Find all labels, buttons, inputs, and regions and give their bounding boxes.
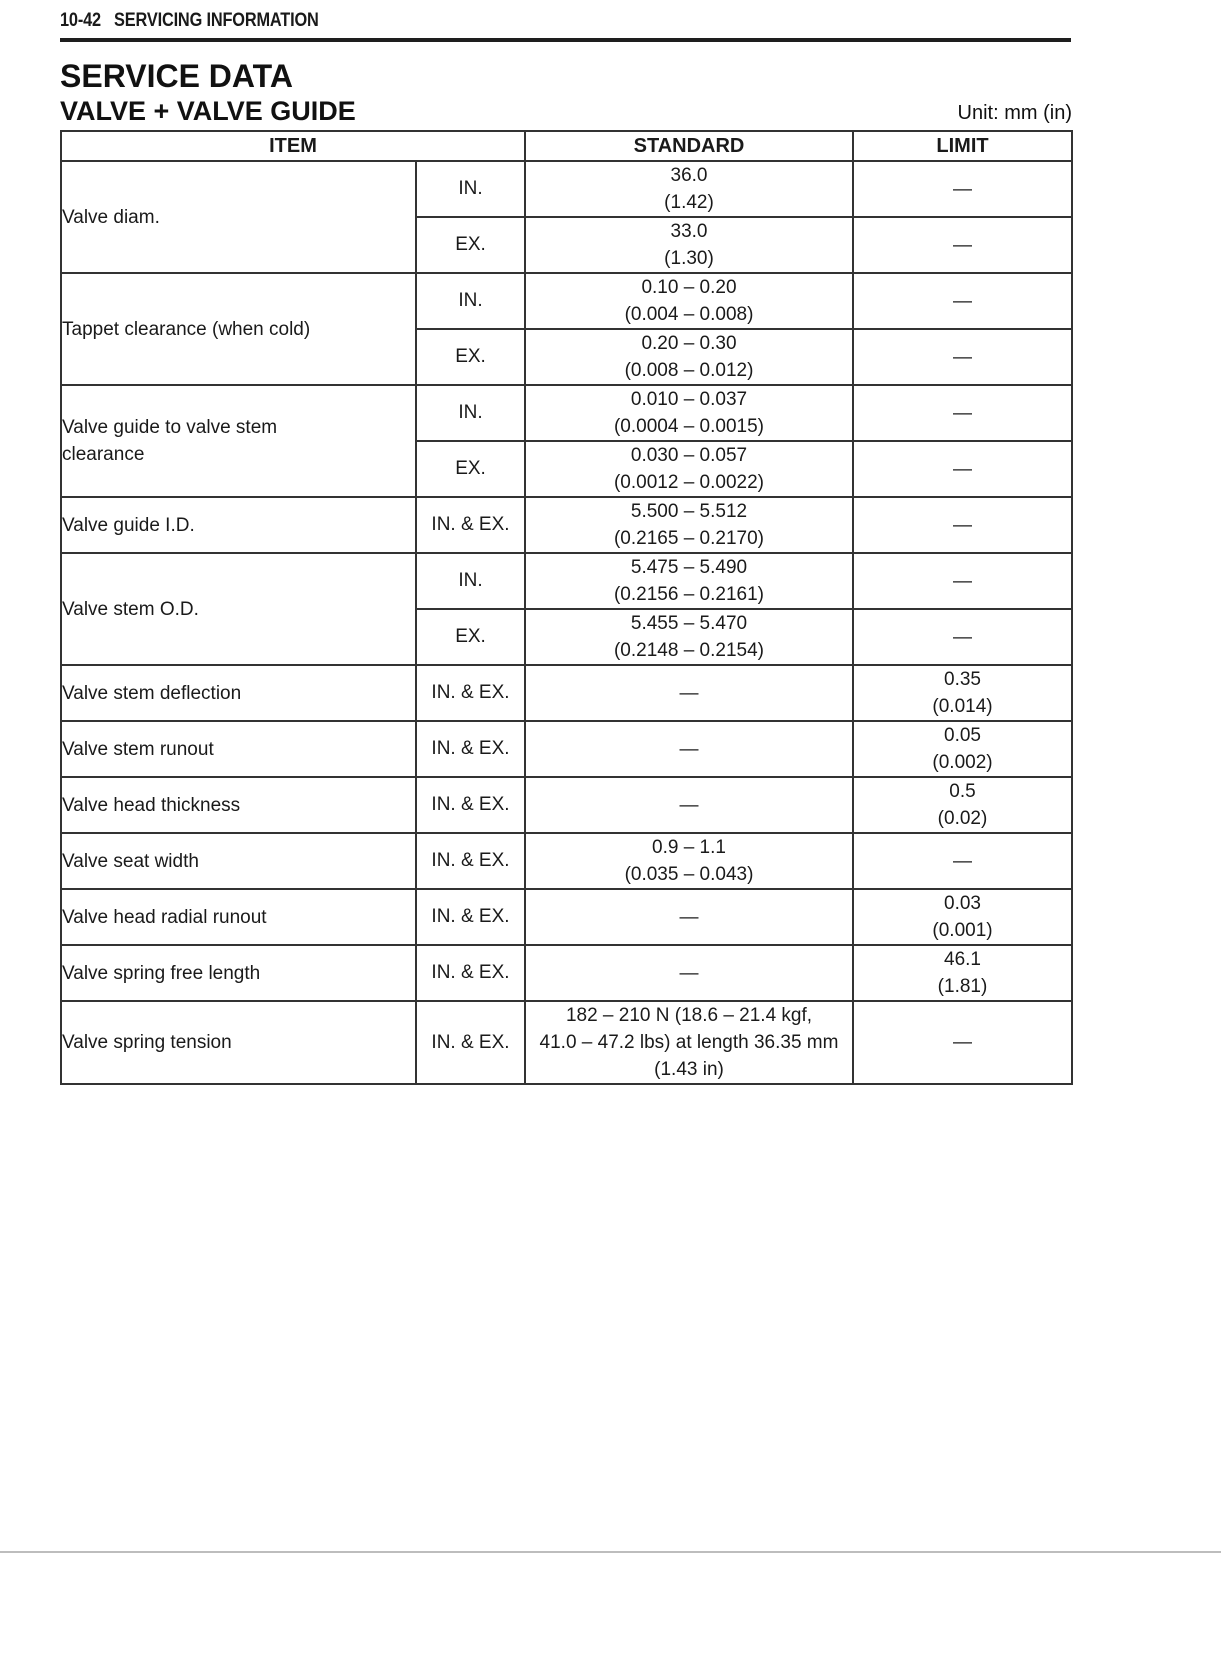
limit-imperial: (0.014)	[932, 696, 993, 717]
standard-line-2: 41.0 – 47.2 lbs) at length 36.35 mm	[539, 1032, 839, 1053]
standard-metric: 0.10 – 0.20	[641, 277, 737, 298]
standard-cell	[525, 161, 853, 217]
limit-metric: 0.03	[944, 893, 981, 914]
limit-cell: —	[853, 273, 1072, 329]
standard-cell: —	[525, 889, 853, 945]
type-cell: IN. & EX.	[416, 665, 525, 721]
limit-cell	[853, 889, 1072, 945]
item-cell: Valve stem O.D.	[61, 553, 416, 665]
limit-cell: —	[853, 385, 1072, 441]
standard-imperial: (0.2156 – 0.2161)	[613, 584, 764, 605]
limit-cell: —	[853, 1001, 1072, 1084]
limit-cell: —	[853, 497, 1072, 553]
standard-metric: 36.0	[670, 165, 708, 186]
header-standard: STANDARD	[525, 131, 853, 161]
standard-cell: —	[525, 777, 853, 833]
header-divider	[60, 38, 1071, 42]
standard-imperial: (1.42)	[664, 192, 714, 213]
item-cell: Valve head thickness	[61, 777, 416, 833]
limit-imperial: (0.02)	[937, 808, 988, 829]
standard-cell	[525, 609, 853, 665]
item-cell: Valve stem runout	[61, 721, 416, 777]
limit-cell: —	[853, 441, 1072, 497]
table-header-row	[61, 131, 1072, 161]
table-row	[61, 273, 1072, 329]
limit-cell	[853, 777, 1072, 833]
type-cell: IN.	[416, 161, 525, 217]
standard-metric: 0.20 – 0.30	[641, 333, 737, 354]
standard-imperial: (1.30)	[664, 248, 714, 269]
standard-cell: —	[525, 945, 853, 1001]
page-subtitle: VALVE + VALVE GUIDE	[60, 96, 356, 126]
standard-line-1: 182 – 210 N (18.6 – 21.4 kgf,	[565, 1005, 813, 1026]
type-cell: IN. & EX.	[416, 1001, 525, 1084]
limit-metric: 0.05	[944, 725, 981, 746]
service-data-table	[60, 130, 1073, 1085]
limit-metric: 0.5	[949, 781, 976, 802]
table-row	[61, 945, 1072, 1001]
table-row	[61, 385, 1072, 441]
standard-cell	[525, 329, 853, 385]
standard-imperial: (0.2148 – 0.2154)	[613, 640, 764, 661]
table-row	[61, 833, 1072, 889]
standard-imperial: (0.008 – 0.012)	[624, 360, 754, 381]
limit-metric: 46.1	[944, 949, 981, 970]
standard-cell	[525, 273, 853, 329]
table-row	[61, 777, 1072, 833]
standard-imperial: (0.035 – 0.043)	[624, 864, 754, 885]
limit-cell: —	[853, 329, 1072, 385]
item-cell: Valve guide to valve stem clearance	[61, 385, 416, 497]
item-cell: Valve seat width	[61, 833, 416, 889]
limit-imperial: (0.001)	[932, 920, 993, 941]
type-cell: IN. & EX.	[416, 721, 525, 777]
standard-cell	[525, 497, 853, 553]
table-row	[61, 889, 1072, 945]
item-cell: Valve spring tension	[61, 1001, 416, 1084]
item-cell: Valve spring free length	[61, 945, 416, 1001]
item-cell: Valve diam.	[61, 161, 416, 273]
item-cell: Valve stem deflection	[61, 665, 416, 721]
limit-cell: —	[853, 161, 1072, 217]
standard-metric: 0.010 – 0.037	[630, 389, 748, 410]
standard-cell	[525, 553, 853, 609]
type-cell: IN. & EX.	[416, 497, 525, 553]
standard-imperial: (0.0012 – 0.0022)	[613, 472, 764, 493]
standard-metric: 5.500 – 5.512	[630, 501, 748, 522]
unit-label: Unit: mm (in)	[957, 102, 1072, 124]
standard-imperial: (0.004 – 0.008)	[624, 304, 754, 325]
item-cell: Valve head radial runout	[61, 889, 416, 945]
limit-cell	[853, 665, 1072, 721]
standard-line-3: (1.43 in)	[654, 1059, 724, 1080]
standard-cell: —	[525, 665, 853, 721]
table-row	[61, 721, 1072, 777]
type-cell: EX.	[416, 609, 525, 665]
type-cell: EX.	[416, 329, 525, 385]
type-cell: IN. & EX.	[416, 945, 525, 1001]
table-row	[61, 497, 1072, 553]
standard-cell	[525, 385, 853, 441]
limit-cell	[853, 721, 1072, 777]
page-title: SERVICE DATA	[60, 58, 293, 94]
limit-cell: —	[853, 833, 1072, 889]
header-limit: LIMIT	[853, 131, 1072, 161]
type-cell: IN.	[416, 273, 525, 329]
standard-cell	[525, 217, 853, 273]
standard-metric: 0.030 – 0.057	[630, 445, 748, 466]
limit-imperial: (0.002)	[932, 752, 993, 773]
limit-cell: —	[853, 217, 1072, 273]
standard-metric: 5.475 – 5.490	[630, 557, 748, 578]
item-cell: Valve guide I.D.	[61, 497, 416, 553]
section-title: SERVICING INFORMATION	[114, 10, 319, 31]
limit-cell: —	[853, 609, 1072, 665]
standard-cell: —	[525, 721, 853, 777]
limit-imperial: (1.81)	[937, 976, 988, 997]
type-cell: IN.	[416, 385, 525, 441]
type-cell: IN.	[416, 553, 525, 609]
table-row	[61, 1001, 1072, 1084]
page-header	[60, 10, 929, 32]
standard-metric: 33.0	[670, 221, 708, 242]
table-row	[61, 553, 1072, 609]
table-row	[61, 665, 1072, 721]
table-row	[61, 161, 1072, 217]
standard-imperial: (0.0004 – 0.0015)	[613, 416, 764, 437]
type-cell: EX.	[416, 217, 525, 273]
standard-cell	[525, 441, 853, 497]
type-cell: EX.	[416, 441, 525, 497]
page-number: 10-42	[60, 10, 101, 31]
item-cell: Tappet clearance (when cold)	[61, 273, 416, 385]
standard-imperial: (0.2165 – 0.2170)	[613, 528, 764, 549]
standard-cell	[525, 833, 853, 889]
limit-cell	[853, 945, 1072, 1001]
type-cell: IN. & EX.	[416, 833, 525, 889]
standard-cell	[525, 1001, 853, 1084]
type-cell: IN. & EX.	[416, 889, 525, 945]
header-item: ITEM	[61, 131, 525, 161]
limit-metric: 0.35	[944, 669, 981, 690]
footer-divider	[0, 1551, 1221, 1553]
type-cell: IN. & EX.	[416, 777, 525, 833]
limit-cell: —	[853, 553, 1072, 609]
standard-metric: 0.9 – 1.1	[652, 837, 726, 858]
standard-metric: 5.455 – 5.470	[630, 613, 748, 634]
